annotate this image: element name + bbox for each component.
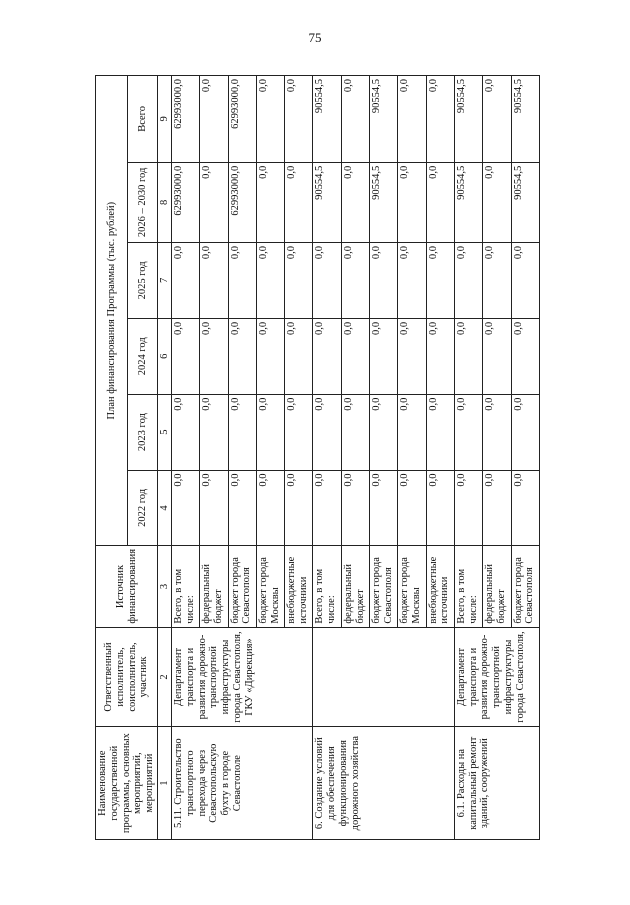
source-cell: бюджет города Севастополя <box>511 546 539 627</box>
value-total: 0,0 <box>426 76 454 163</box>
value-total: 90554,5 <box>511 76 539 163</box>
value-2026-2030: 0,0 <box>256 162 284 242</box>
value-total: 0,0 <box>200 76 228 163</box>
value-2022: 0,0 <box>398 470 426 546</box>
financing-table <box>95 75 540 840</box>
value-2024: 0,0 <box>256 318 284 394</box>
value-2023: 0,0 <box>313 394 341 470</box>
value-2022: 0,0 <box>256 470 284 546</box>
value-total: 90554,5 <box>370 76 398 163</box>
value-2026-2030: 90554,5 <box>511 162 539 242</box>
column-number: 2 <box>158 627 172 727</box>
value-2024: 0,0 <box>313 318 341 394</box>
column-number: 9 <box>158 76 172 163</box>
source-cell: внебюджетные источники <box>285 546 313 627</box>
source-cell: федеральный бюджет <box>341 546 369 627</box>
value-2025: 0,0 <box>341 242 369 318</box>
value-2026-2030: 62993000,0 <box>172 162 200 242</box>
source-cell: бюджет города Москвы <box>256 546 284 627</box>
value-2023: 0,0 <box>483 394 511 470</box>
value-2022: 0,0 <box>483 470 511 546</box>
source-cell: бюджет города Москвы <box>398 546 426 627</box>
source-cell: внебюджетные источники <box>426 546 454 627</box>
value-2024: 0,0 <box>172 318 200 394</box>
value-2024: 0,0 <box>483 318 511 394</box>
source-cell: Всего, в том числе: <box>313 546 341 627</box>
page-number: 75 <box>308 30 322 45</box>
value-2026-2030: 0,0 <box>398 162 426 242</box>
table-row <box>454 76 482 840</box>
value-2025: 0,0 <box>426 242 454 318</box>
table-body <box>172 76 540 840</box>
value-2025: 0,0 <box>370 242 398 318</box>
source-cell: бюджет города Севастополя <box>370 546 398 627</box>
column-number: 4 <box>158 470 172 546</box>
header-year-2023: 2023 год <box>128 394 158 470</box>
header-program-name: Наименование государственной программы, основных мероприятий, мероприятий <box>96 727 158 840</box>
column-number: 5 <box>158 394 172 470</box>
value-total: 0,0 <box>483 76 511 163</box>
value-2023: 0,0 <box>172 394 200 470</box>
value-2023: 0,0 <box>426 394 454 470</box>
header-plan: План финансирования Программы (тыс. рублей) <box>96 76 128 546</box>
source-cell: Всего, в том числе: <box>454 546 482 627</box>
column-number: 7 <box>158 242 172 318</box>
value-2024: 0,0 <box>370 318 398 394</box>
header-total: Всего <box>128 76 158 163</box>
header-source: Источник финансирования <box>96 546 158 627</box>
value-2023: 0,0 <box>200 394 228 470</box>
value-2023: 0,0 <box>228 394 256 470</box>
value-2023: 0,0 <box>454 394 482 470</box>
value-2025: 0,0 <box>200 242 228 318</box>
value-2022: 0,0 <box>285 470 313 546</box>
executor-cell: Департамент транспорта и развития дорожно-транспортной инфраструктуры города Севастополя, ГКУ «Дирекция» <box>172 627 313 727</box>
value-2024: 0,0 <box>454 318 482 394</box>
program-name-cell: 6.1. Расходы на капитальный ремонт зданий, сооружений <box>454 727 539 840</box>
header-year-2025: 2025 год <box>128 242 158 318</box>
value-2026-2030: 90554,5 <box>454 162 482 242</box>
executor-cell: Департамент транспорта и развития дорожно-транспортной инфраструктуры города Севастополя, <box>454 627 539 727</box>
value-2025: 0,0 <box>228 242 256 318</box>
value-2025: 0,0 <box>454 242 482 318</box>
rotated-table-container <box>95 75 540 840</box>
value-2025: 0,0 <box>256 242 284 318</box>
value-2023: 0,0 <box>256 394 284 470</box>
table-row <box>313 76 341 840</box>
value-2025: 0,0 <box>483 242 511 318</box>
value-2022: 0,0 <box>172 470 200 546</box>
source-cell: федеральный бюджет <box>483 546 511 627</box>
value-2023: 0,0 <box>511 394 539 470</box>
value-2023: 0,0 <box>370 394 398 470</box>
program-name-cell: 5.11. Строительство транспортного перехода через Севастопольскую бухту в городе Севастополе <box>172 727 313 840</box>
value-total: 62993000,0 <box>172 76 200 163</box>
value-2022: 0,0 <box>200 470 228 546</box>
value-2024: 0,0 <box>285 318 313 394</box>
value-2022: 0,0 <box>313 470 341 546</box>
source-cell: федеральный бюджет <box>200 546 228 627</box>
column-number: 1 <box>158 727 172 840</box>
value-2023: 0,0 <box>341 394 369 470</box>
value-2022: 0,0 <box>341 470 369 546</box>
value-total: 90554,5 <box>313 76 341 163</box>
value-2022: 0,0 <box>511 470 539 546</box>
source-cell: Всего, в том числе: <box>172 546 200 627</box>
value-2025: 0,0 <box>511 242 539 318</box>
value-total: 0,0 <box>341 76 369 163</box>
header-year-2022: 2022 год <box>128 470 158 546</box>
column-number: 3 <box>158 546 172 627</box>
column-number: 6 <box>158 318 172 394</box>
value-2026-2030: 90554,5 <box>370 162 398 242</box>
value-total: 62993000,0 <box>228 76 256 163</box>
table-row <box>172 76 200 840</box>
value-total: 0,0 <box>256 76 284 163</box>
value-2026-2030: 0,0 <box>341 162 369 242</box>
value-2024: 0,0 <box>511 318 539 394</box>
value-2024: 0,0 <box>200 318 228 394</box>
header-executor: Ответственный исполнитель, соисполнитель, участник <box>96 627 158 727</box>
value-2024: 0,0 <box>426 318 454 394</box>
value-2024: 0,0 <box>398 318 426 394</box>
value-2024: 0,0 <box>341 318 369 394</box>
value-2022: 0,0 <box>426 470 454 546</box>
value-2026-2030: 0,0 <box>200 162 228 242</box>
value-2023: 0,0 <box>285 394 313 470</box>
value-2026-2030: 0,0 <box>426 162 454 242</box>
value-2026-2030: 62993000,0 <box>228 162 256 242</box>
value-2022: 0,0 <box>228 470 256 546</box>
value-total: 90554,5 <box>454 76 482 163</box>
value-2023: 0,0 <box>398 394 426 470</box>
value-total: 0,0 <box>398 76 426 163</box>
value-2025: 0,0 <box>172 242 200 318</box>
column-number: 8 <box>158 162 172 242</box>
value-2025: 0,0 <box>398 242 426 318</box>
value-2022: 0,0 <box>370 470 398 546</box>
source-cell: бюджет города Севастополя <box>228 546 256 627</box>
value-2026-2030: 90554,5 <box>313 162 341 242</box>
value-2025: 0,0 <box>313 242 341 318</box>
value-total: 0,0 <box>285 76 313 163</box>
value-2022: 0,0 <box>454 470 482 546</box>
executor-cell <box>313 627 454 727</box>
value-2025: 0,0 <box>285 242 313 318</box>
value-2024: 0,0 <box>228 318 256 394</box>
header-year-2026-2030: 2026 – 2030 год <box>128 162 158 242</box>
value-2026-2030: 0,0 <box>483 162 511 242</box>
header-year-2024: 2024 год <box>128 318 158 394</box>
program-name-cell: 6. Создание условий для обеспечения функционирования дорожного хозяйства <box>313 727 454 840</box>
value-2026-2030: 0,0 <box>285 162 313 242</box>
